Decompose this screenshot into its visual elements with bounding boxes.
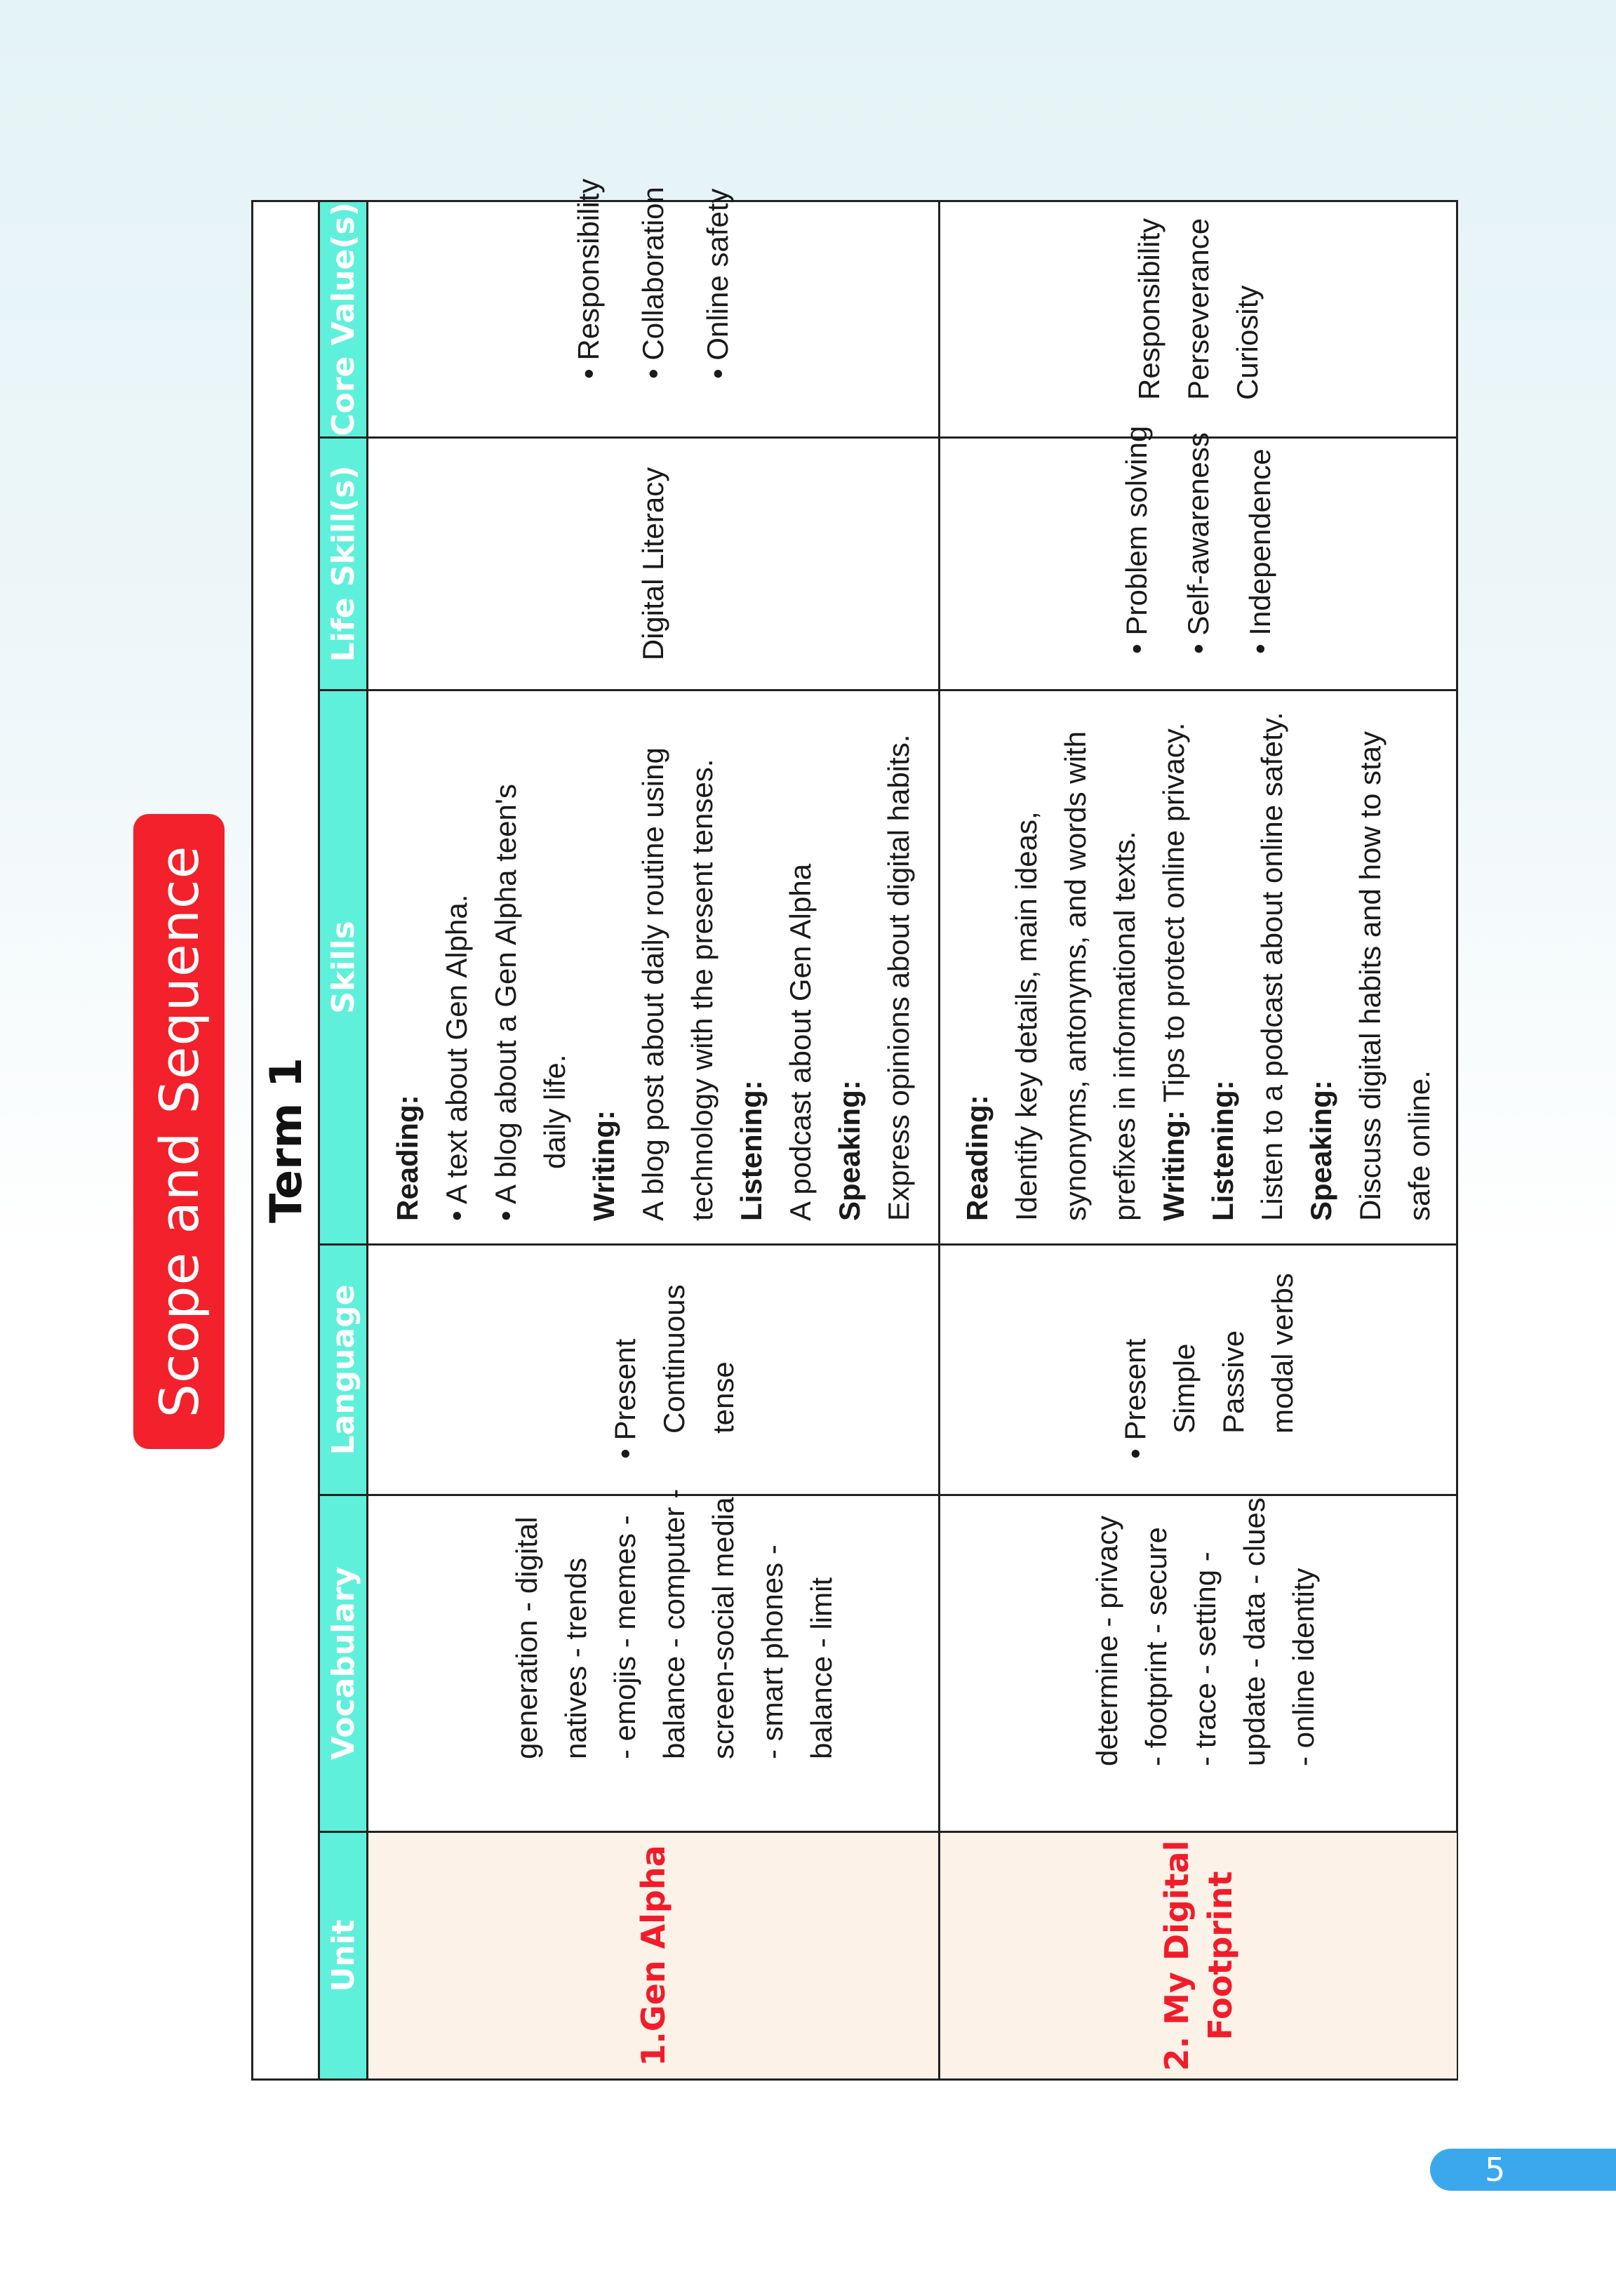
skills-cell xyxy=(368,689,938,1243)
life-skill-line: • Problem solving xyxy=(1120,425,1153,654)
vocab-line: generation - digital xyxy=(510,1516,543,1759)
vocab-line: natives - trends xyxy=(559,1557,592,1759)
skill-line: safe online. xyxy=(1403,1070,1436,1221)
life-skills-cell xyxy=(368,436,938,689)
skill-label: Speaking: xyxy=(1304,1080,1337,1221)
core-value-line: • Collaboration xyxy=(636,187,669,379)
header-unit: Unit xyxy=(320,1831,366,2078)
vocab-line: balance - limit xyxy=(805,1577,838,1759)
header-skills: Skills xyxy=(320,689,366,1243)
language-line: Simple xyxy=(1168,1343,1201,1434)
core-value-line: Perseverance xyxy=(1182,218,1215,400)
term-heading: Term 1 xyxy=(253,202,320,2078)
core-values-cell xyxy=(368,178,938,436)
header-vocabulary: Vocabulary xyxy=(320,1494,366,1831)
language-line: Continuous xyxy=(657,1284,690,1434)
skill-label: Writing: xyxy=(1157,1110,1190,1221)
skill-label: Writing: xyxy=(587,1110,620,1221)
page-title: Scope and Sequence xyxy=(133,814,225,1449)
unit-name xyxy=(368,1831,938,2078)
language-line: • Present xyxy=(1118,1338,1151,1459)
core-value-line: Responsibility xyxy=(1133,218,1166,400)
skill-line: • A text about Gen Alpha. xyxy=(440,894,473,1221)
table-row xyxy=(938,202,1457,2078)
table-header-row xyxy=(320,202,366,2078)
table-row xyxy=(366,178,938,2078)
life-skills-cell xyxy=(940,425,1457,689)
vocab-line: determine - privacy xyxy=(1090,1515,1123,1766)
skill-line: A podcast about Gen Alpha xyxy=(784,863,817,1221)
language-line: • Present xyxy=(608,1338,641,1459)
skill-line: Express opinions about digital habits. xyxy=(882,734,915,1221)
skill-label: Speaking: xyxy=(833,1080,866,1221)
language-cell xyxy=(368,1243,938,1494)
unit-name xyxy=(940,1831,1457,2078)
life-skill-line: • Independence xyxy=(1243,448,1276,654)
vocab-line: - footprint - secure xyxy=(1140,1527,1173,1766)
skill-line: Discuss digital habits and how to stay xyxy=(1354,730,1387,1221)
language-line: modal verbs xyxy=(1266,1273,1299,1434)
page-number: 5 xyxy=(1430,2149,1616,2191)
rotated-page-content xyxy=(133,11,1467,2088)
life-skill-line: Digital Literacy xyxy=(636,467,669,661)
vocab-line: balance - computer - xyxy=(657,1488,690,1759)
core-value-line: • Online safety xyxy=(701,188,734,379)
vocab-line: - emojis - memes - xyxy=(608,1515,641,1759)
skill-line: prefixes in informational texts. xyxy=(1108,831,1141,1221)
vocab-line: - online identity xyxy=(1287,1568,1320,1766)
language-line: Passive xyxy=(1217,1330,1250,1434)
vocab-line: screen-social media xyxy=(707,1497,740,1759)
language-line: tense xyxy=(707,1361,740,1434)
skill-line: Listen to a podcast about online safety. xyxy=(1255,712,1288,1221)
core-value-line: Curiosity xyxy=(1231,285,1264,400)
header-language: Language xyxy=(320,1243,366,1494)
vocabulary-cell xyxy=(368,1488,938,1831)
skill-line-writing xyxy=(1149,712,1198,1221)
vocab-line: - trace - setting - xyxy=(1189,1551,1222,1766)
skill-text: Tips to protect online privacy. xyxy=(1157,722,1190,1111)
skill-line: • A blog about a Gen Alpha teen's xyxy=(489,784,522,1221)
vocab-line: update - data - clues xyxy=(1238,1497,1271,1766)
skill-line: A blog post about daily routine using xyxy=(636,747,669,1221)
scope-sequence-table xyxy=(251,178,1458,2081)
unit-title-line: 2. My Digital xyxy=(1158,1840,1196,2071)
life-skill-line: • Self-awareness xyxy=(1182,432,1215,654)
skill-label: Listening: xyxy=(1206,1080,1239,1221)
skill-line: technology with the present tenses. xyxy=(686,759,719,1221)
skill-line: synonyms, antonyms, and words with xyxy=(1059,731,1092,1221)
skill-label: Reading: xyxy=(961,1095,994,1221)
core-values-cell xyxy=(940,202,1457,436)
skills-cell xyxy=(940,689,1457,1243)
skill-label: Listening: xyxy=(735,1080,768,1221)
skill-line: daily life. xyxy=(538,1054,571,1169)
header-life-skills: Life Skill(s) xyxy=(320,436,366,689)
skill-label: Reading: xyxy=(391,1095,424,1221)
language-cell xyxy=(940,1243,1457,1494)
skill-line: Identify key details, main ideas, xyxy=(1010,811,1043,1221)
unit-title-line: Footprint xyxy=(1201,1871,1239,2041)
vocabulary-cell xyxy=(940,1494,1457,1831)
header-core-values: Core Value(s) xyxy=(325,202,361,436)
unit-title: 1.Gen Alpha xyxy=(634,1845,672,2067)
vocab-line: - smart phones - xyxy=(756,1544,789,1759)
core-value-line: • Responsibility xyxy=(572,178,605,379)
